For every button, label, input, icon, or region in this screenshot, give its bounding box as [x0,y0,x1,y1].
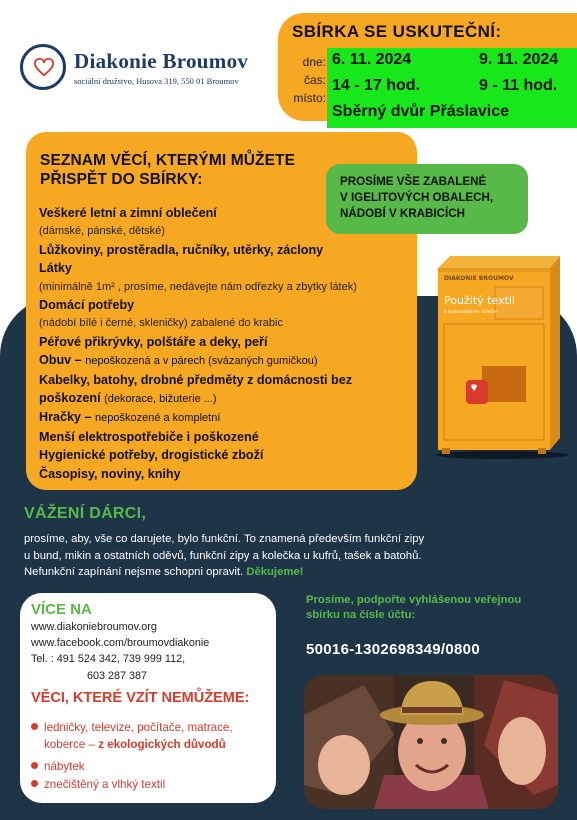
bullet-icon [31,723,38,730]
event-date-2: 9. 11. 2024 [479,51,559,68]
list-item: Domácí potřeby [39,298,135,313]
bullet-icon [31,780,38,787]
list-item: Menší elektrospotřebiče i poškozené [39,429,259,444]
label-time: čas: [303,73,326,87]
thanks-text: Děkujeme! [246,566,304,578]
svg-text:Použitý textil: Použitý textil [444,294,515,307]
person-photo [304,675,558,809]
label-place: místo: [293,91,326,105]
event-details-highlight [327,48,577,128]
list-item: Látky [39,261,72,276]
not-accepted-item: znečištěný a vlhký textil [31,776,165,793]
list-item-note: (dámské, pánské, dětské) [39,225,165,238]
contact-title: VÍCE NA [31,601,92,618]
logo-name: Diakonie Broumov [74,48,249,73]
packing-notice: PROSÍME VŠE ZABALENÉ V IGELITOVÝCH OBALECH, NÁDOBÍ V KRABICÍCH [326,164,528,234]
list-item: Kabelky, batohy, drobné předměty z domácnosti bez [39,372,353,387]
list-item: Péřové přikrývky, polštáře a deky, peří [39,334,268,349]
phone-numbers: Tel. : 491 524 342, 739 999 112, [31,653,186,665]
list-item: Obuv – nepoškozená a v párech (svázaných gumičkou) [39,353,318,368]
list-title: SEZNAM VĚCÍ, KTERÝMI MŮŽETE PŘISPĚT DO SBÍRKY: [40,152,296,188]
phone-numbers-cont: 603 287 387 [87,670,148,682]
list-items [39,204,411,483]
event-place: Sběrný dvůr Přáslavice [332,103,509,120]
list-item: Lůžkoviny, prostěradla, ručníky, utěrky, záclony [39,242,324,257]
not-accepted-item-cont: koberce – z ekologických důvodů [44,738,226,751]
list-item: Hygienické potřeby, drogistické zboží [39,448,264,463]
donors-text: prosíme, aby, vše co darujete, bylo funkční. To znamená především funkční zipy u bund, mikin a ostatních oděvů, funkční zipy a kolečka u kufrů, tašek a batohů. Nefunkční zapínání nejsme schopni opravit. Děkujeme! [24,533,425,578]
event-date-1: 6. 11. 2024 [332,51,412,68]
svg-text:k humanitárním účelům: k humanitárním účelům [444,310,498,315]
logo-heart-icon [20,44,66,90]
event-time-1: 14 - 17 hod. [332,77,421,94]
logo-subtitle: sociální družstvo, Husova 319, 550 01 Broumov [74,75,239,86]
event-time-2: 9 - 11 hod. [479,77,558,94]
bank-account-number: 50016-1302698349/0800 [306,641,480,658]
list-item: Hračky – nepoškozené a kompletní [39,410,221,425]
list-item-note: (minimálně 1m² , prosíme, nedávejte nám odřezky a zbytky látek) [39,280,357,293]
not-accepted-title: VĚCI, KTERÉ VZÍT NEMŮŽEME: [31,690,250,706]
event-labels [292,53,326,107]
support-text: Prosíme, podpořte vyhlášenou veřejnou sbírku na čísle účtu: [306,594,522,621]
logo [20,44,248,90]
list-item-note: (nádobí bílé i černé, skleničky) zabalené do krabic [39,317,283,330]
svg-text:DIAKONIE BROUMOV: DIAKONIE BROUMOV [444,275,514,282]
list-item: Časopisy, noviny, knihy [39,466,181,481]
facebook-link[interactable]: www.facebook.com/broumovdiakonie [31,637,210,649]
textile-container-illustration [430,250,570,460]
donors-title: VÁŽENÍ DÁRCI, [24,505,147,522]
website-link[interactable]: www.diakoniebroumov.org [31,621,157,633]
event-title: SBÍRKA SE USKUTEČNÍ: [292,22,502,41]
list-item: Veškeré letní a zimní oblečení [39,206,217,220]
label-date: dne: [302,55,326,69]
bullet-icon [31,762,38,769]
contact-card [20,593,276,803]
not-accepted-item: ledničky, televize, počítače, matrace, [31,719,233,736]
list-item: poškození (dekorace, bižuterie ...) [39,391,217,406]
not-accepted-item: nábytek [31,758,85,775]
